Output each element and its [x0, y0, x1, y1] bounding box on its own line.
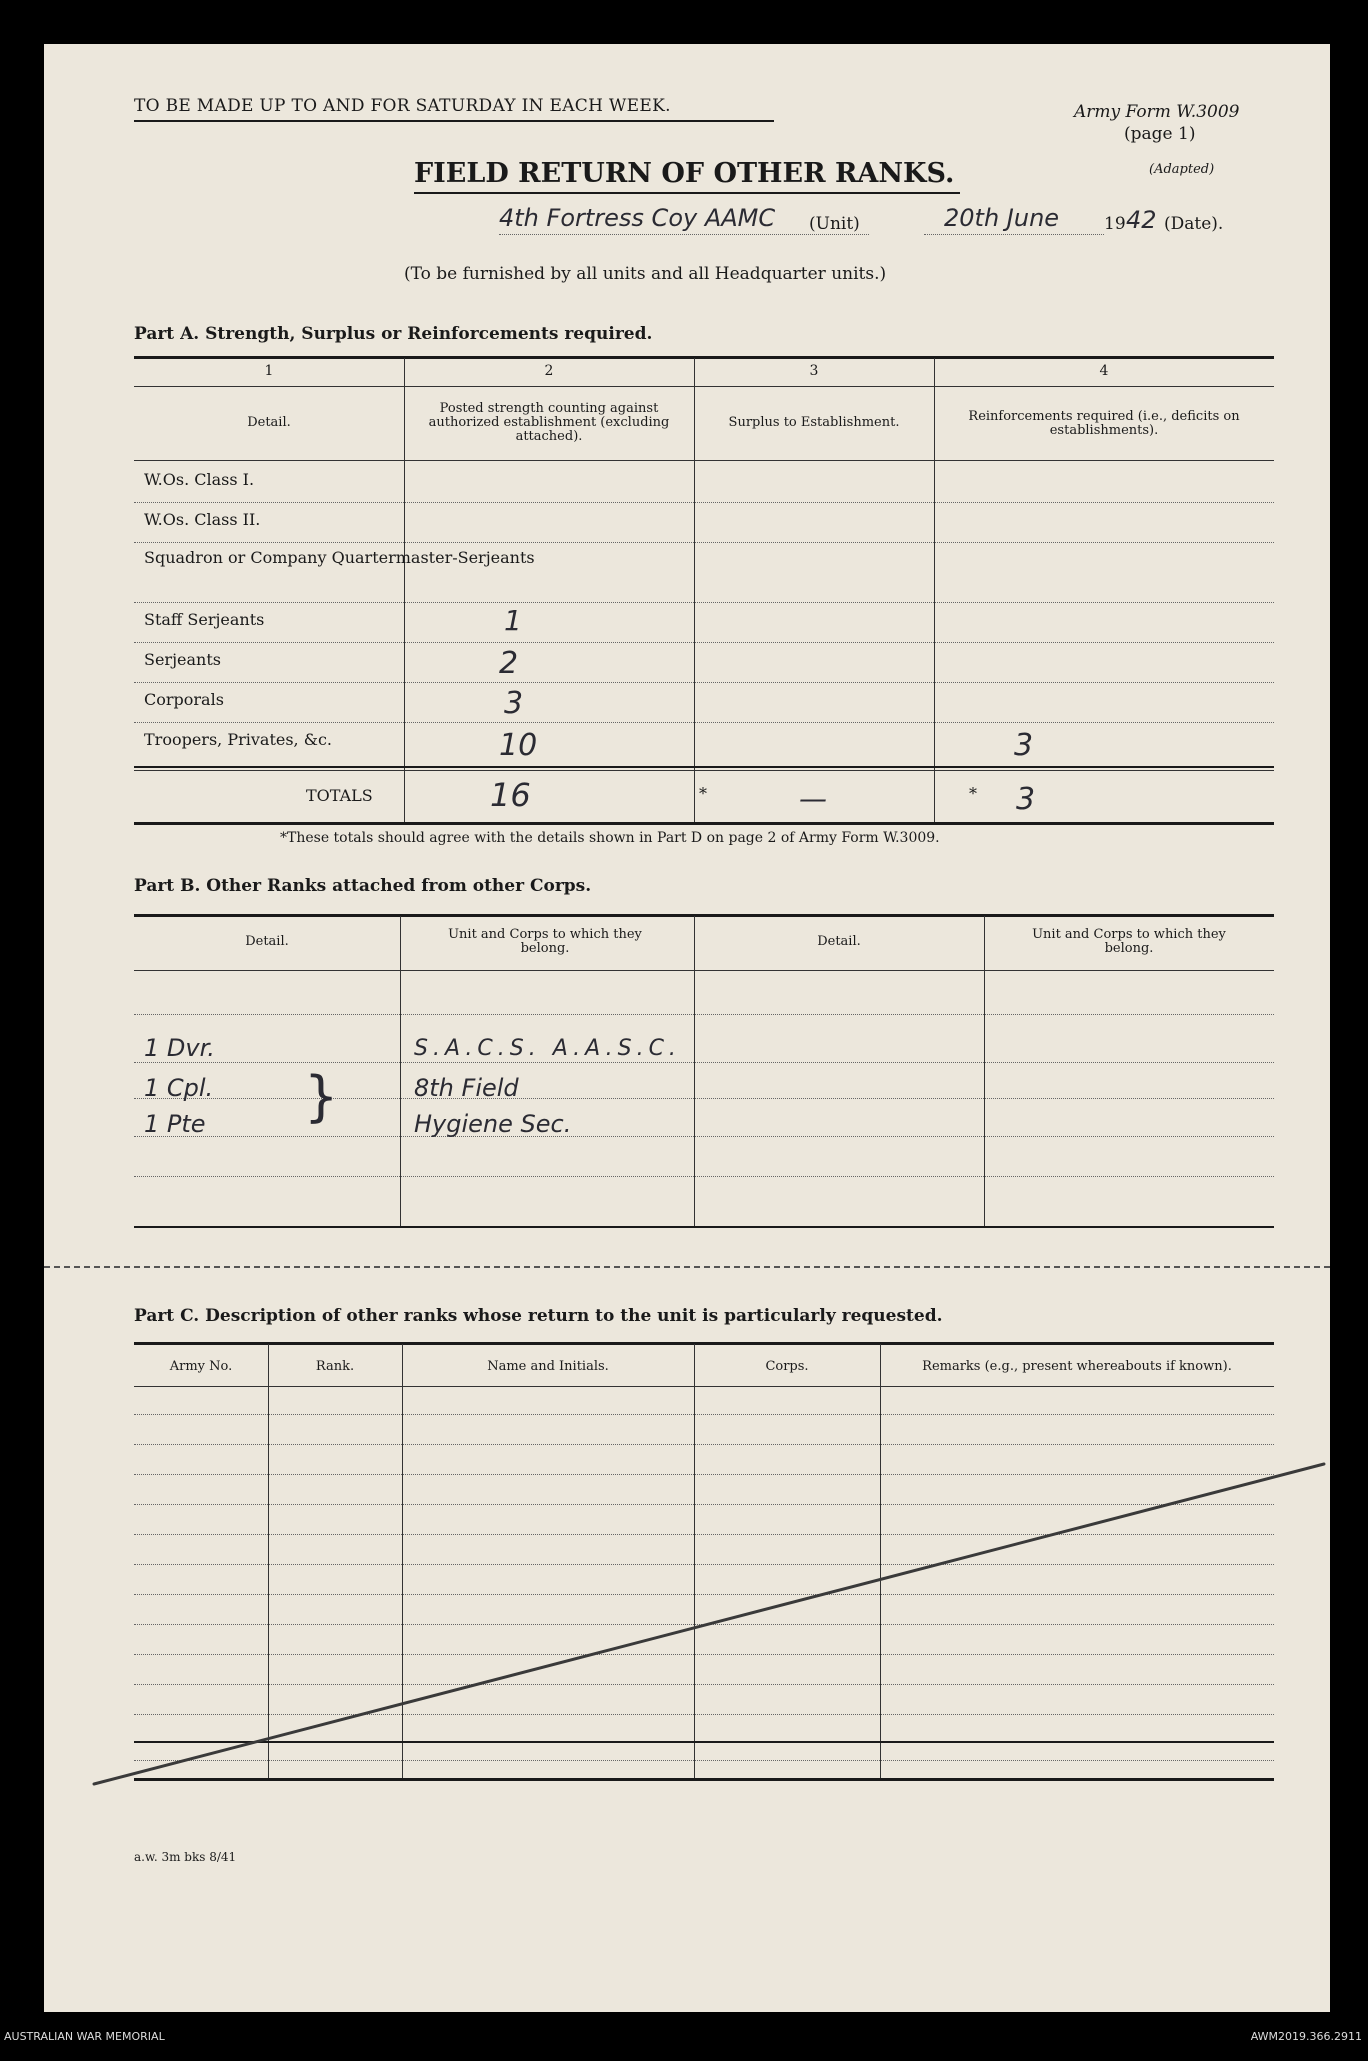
- part-c-header-corps: Corps.: [765, 1359, 809, 1374]
- instruction-text: TO BE MADE UP TO AND FOR SATURDAY IN EACH WEEK.: [134, 96, 671, 116]
- form-title: FIELD RETURN OF OTHER RANKS.: [414, 158, 955, 189]
- part-b-unit-2: 8th Field: [414, 1074, 519, 1102]
- part-c-heading: Part C. Description of other ranks whose return to the unit is particularly requested.: [134, 1306, 943, 1326]
- asterisk-surplus: *: [699, 784, 707, 803]
- furnished-note: (To be furnished by all units and all Headquarter units.): [404, 264, 887, 284]
- date-label: (Date).: [1164, 214, 1224, 234]
- totals-label: TOTALS: [306, 786, 373, 805]
- posted-privates: 10: [499, 728, 538, 763]
- part-b-header-detail-2: Detail.: [817, 934, 861, 949]
- total-surplus: —: [799, 782, 827, 815]
- date-handwritten: 20th June: [944, 204, 1060, 232]
- part-b-header-detail-1: Detail.: [245, 934, 289, 949]
- reinforcements-privates: 3: [1014, 728, 1034, 763]
- posted-staff-serjeants: 1: [504, 604, 522, 637]
- row-detail-staff-serjeants: Staff Serjeants: [144, 610, 265, 629]
- part-b-header-unit-1: Unit and Corps to which they belong.: [448, 927, 642, 956]
- part-a-header-detail: Detail.: [247, 415, 291, 430]
- row-detail-wo1: W.Os. Class I.: [144, 470, 255, 489]
- part-b-detail-3: 1 Pte: [144, 1110, 206, 1138]
- part-a-header-posted: Posted strength counting against authorized establishment (excluding attached).: [428, 401, 670, 444]
- page-number: (page 1): [1124, 124, 1196, 144]
- brace-mark: }: [304, 1065, 339, 1128]
- asterisk-reinforcements: *: [969, 784, 977, 803]
- adapted-note: (Adapted): [1149, 162, 1215, 177]
- part-c-header-army-no: Army No.: [169, 1359, 233, 1374]
- row-detail-corporals: Corporals: [144, 690, 224, 709]
- part-a-footnote: *These totals should agree with the details shown in Part D on page 2 of Army Form W.3009.: [280, 830, 940, 846]
- part-a-colnum-1: 1: [264, 363, 274, 379]
- part-a-colnum-4: 4: [1099, 363, 1109, 379]
- year-handwritten: 42: [1126, 206, 1157, 234]
- form-sheet: [44, 44, 1330, 2012]
- part-b-detail-2: 1 Cpl.: [144, 1074, 214, 1102]
- posted-serjeants: 2: [499, 646, 519, 681]
- cancellation-stroke: [44, 44, 1330, 2012]
- part-c-header-remarks: Remarks (e.g., present whereabouts if known).: [922, 1359, 1232, 1374]
- row-detail-wo2: W.Os. Class II.: [144, 510, 261, 529]
- part-b-unit-3: Hygiene Sec.: [414, 1110, 572, 1138]
- part-a-colnum-2: 2: [544, 363, 554, 379]
- part-b-header-unit-2: Unit and Corps to which they belong.: [1032, 927, 1226, 956]
- posted-corporals: 3: [504, 686, 524, 721]
- part-b-unit-1: S.A.C.S. A.A.S.C.: [414, 1036, 681, 1061]
- archive-id: AWM2019.366.2911: [1250, 2030, 1362, 2043]
- part-b-heading: Part B. Other Ranks attached from other Corps.: [134, 876, 592, 896]
- archive-name: AUSTRALIAN WAR MEMORIAL: [4, 2030, 165, 2043]
- year-prefix: 19: [1104, 214, 1126, 234]
- form-number: Army Form W.3009: [1074, 102, 1240, 122]
- part-a-header-reinforcements: Reinforcements required (i.e., deficits on establishments).: [968, 409, 1240, 438]
- part-c-header-name: Name and Initials.: [487, 1359, 609, 1374]
- unit-handwritten: 4th Fortress Coy AAMC: [499, 204, 776, 232]
- part-a-colnum-3: 3: [809, 363, 819, 379]
- unit-label: (Unit): [809, 214, 860, 234]
- part-a-header-surplus: Surplus to Establishment.: [728, 415, 900, 430]
- printer-mark: a.w. 3m bks 8/41: [134, 1850, 237, 1864]
- row-detail-serjeants: Serjeants: [144, 650, 221, 669]
- part-c-header-rank: Rank.: [315, 1359, 355, 1374]
- part-a-heading: Part A. Strength, Surplus or Reinforcements required.: [134, 324, 653, 344]
- row-detail-privates: Troopers, Privates, &c.: [144, 730, 333, 749]
- cqms-label: Squadron or Company Quartermaster-Serjeants: [144, 548, 535, 567]
- total-posted: 16: [490, 776, 531, 814]
- total-reinforcements: 3: [1016, 782, 1036, 817]
- part-b-detail-1: 1 Dvr.: [144, 1034, 215, 1062]
